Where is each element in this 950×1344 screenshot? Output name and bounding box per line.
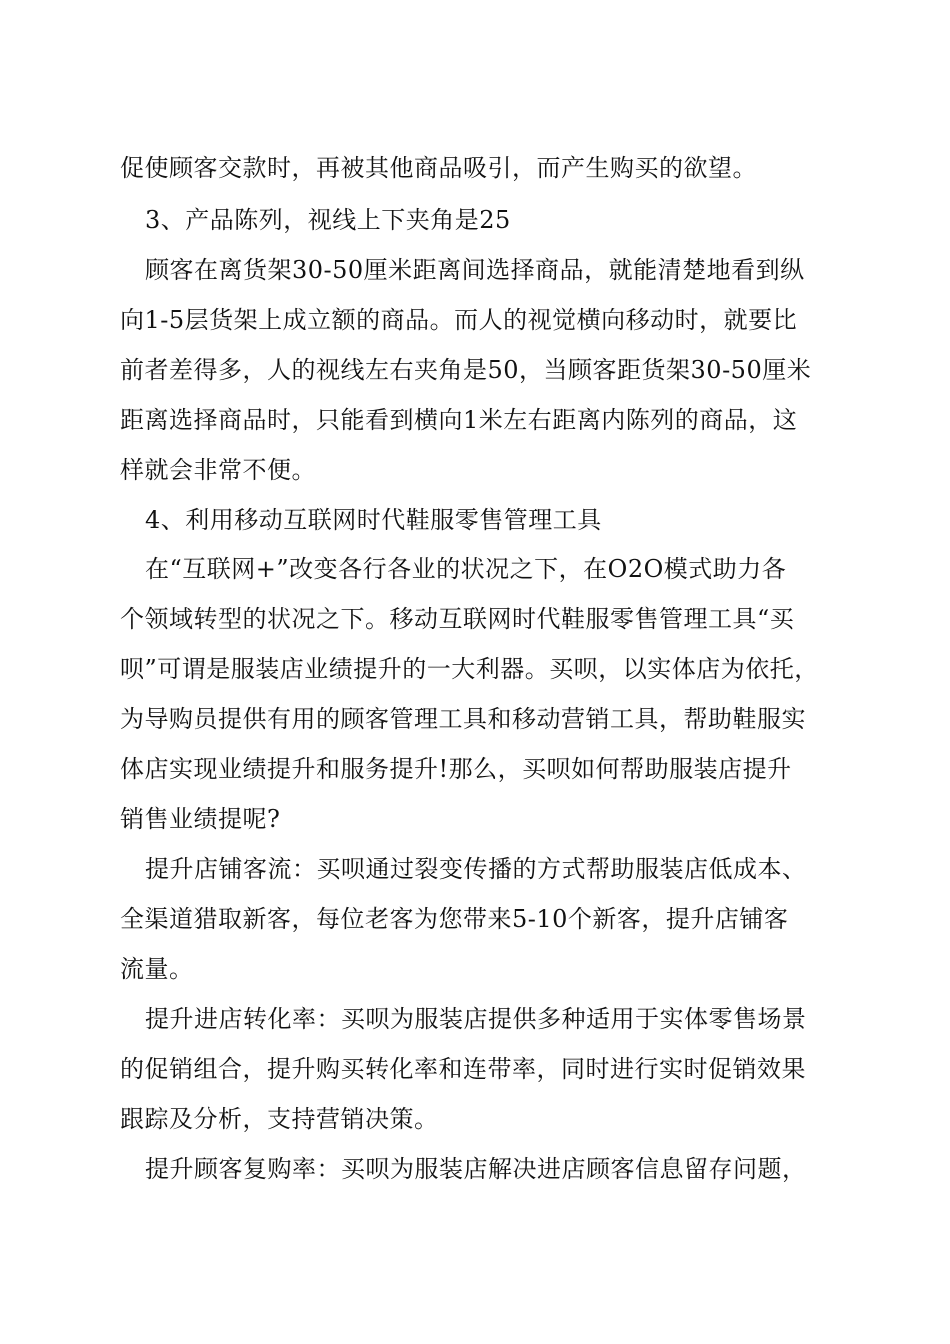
text-line: 流量。 — [120, 955, 194, 983]
text-line: 呗”可谓是服装店业绩提升的一大利器。买呗，以实体店为依托， — [120, 655, 819, 683]
text-line: 体店实现业绩提升和服务提升!那么，买呗如何帮助服装店提升 — [120, 755, 792, 783]
text-line: 促使顾客交款时，再被其他商品吸引，而产生购买的欲望。 — [120, 154, 757, 182]
text-line: 前者差得多，人的视线左右夹角是50，当顾客距货架30-50厘米 — [120, 356, 812, 384]
text-line: 为导购员提供有用的顾客管理工具和移动营销工具，帮助鞋服实 — [120, 705, 806, 733]
text-line: 顾客在离货架30-50厘米距离间选择商品，就能清楚地看到纵 — [145, 256, 805, 284]
text-line: 跟踪及分析，支持营销决策。 — [120, 1105, 439, 1133]
text-line: 的促销组合，提升购买转化率和连带率，同时进行实时促销效果 — [120, 1055, 806, 1083]
text-line: 在“互联网+”改变各行各业的状况之下，在O2O模式助力各 — [145, 555, 787, 583]
text-line: 个领域转型的状况之下。移动互联网时代鞋服零售管理工具“买 — [120, 605, 795, 633]
text-line: 距离选择商品时，只能看到横向1米左右距离内陈列的商品，这 — [120, 406, 798, 434]
section-heading: 4、利用移动互联网时代鞋服零售管理工具 — [145, 506, 602, 534]
text-line: 提升顾客复购率：买呗为服装店解决进店顾客信息留存问题， — [145, 1155, 807, 1183]
text-line: 提升店铺客流：买呗通过裂变传播的方式帮助服装店低成本、 — [145, 855, 807, 883]
text-line: 向1-5层货架上成立额的商品。而人的视觉横向移动时，就要比 — [120, 306, 798, 334]
section-heading: 3、产品陈列，视线上下夹角是25 — [145, 206, 511, 234]
text-line: 提升进店转化率：买呗为服装店提供多种适用于实体零售场景 — [145, 1005, 807, 1033]
text-line: 样就会非常不便。 — [120, 456, 316, 484]
text-line: 销售业绩提呢? — [120, 805, 281, 833]
text-line: 全渠道猎取新客，每位老客为您带来5-10个新客，提升店铺客 — [120, 905, 789, 933]
